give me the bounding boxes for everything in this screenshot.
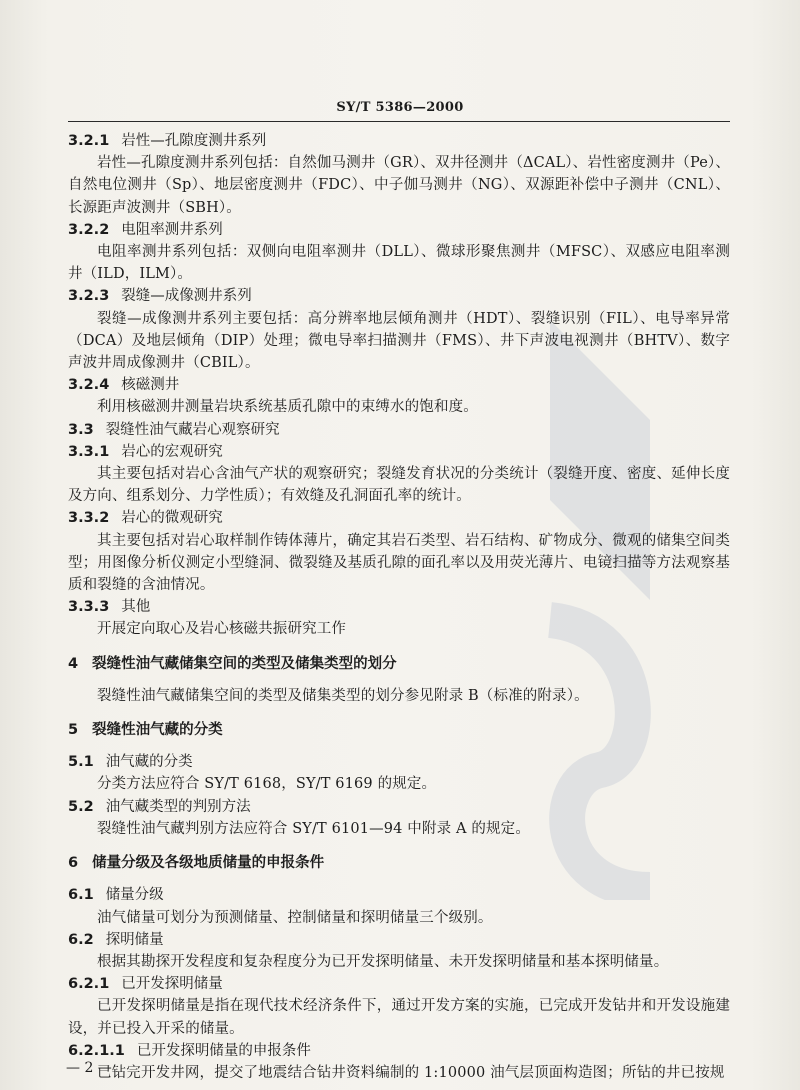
subsection-heading (68, 596, 730, 618)
paragraph: 根据其勘探开发程度和复杂程度分为已开发探明储量、未开发探明储量和基本探明储量。 (97, 953, 669, 970)
standard-number: SY/T 5386—2000 (336, 100, 464, 115)
page-number: — 2 — (66, 1060, 112, 1076)
heading-title: 储量分级 (105, 887, 164, 904)
heading-title: 其他 (121, 599, 151, 616)
subsection-heading (68, 973, 730, 995)
heading-number: 4 (68, 655, 79, 672)
paragraph: 其主要包括对岩心含油气产状的观察研究；裂缝发育状况的分类统计（裂缝开度、密度、延伸长度及方向、组系划分、力学性质）；有效缝及孔洞面孔率的统计。 (68, 466, 730, 505)
subsection-heading (68, 929, 730, 951)
subsection-heading (68, 796, 730, 818)
subsection-heading (68, 884, 730, 906)
header-rule (68, 121, 730, 122)
heading-title: 核磁测井 (121, 377, 180, 394)
paragraph: 分类方法应符合 SY/T 6168，SY/T 6169 的规定。 (97, 776, 437, 793)
paragraph: 已钻完开发井网，提交了地震结合钻井资料编制的 1:10000 油气层顶面构造图；所钻的井已按规 (97, 1064, 725, 1081)
section-heading (68, 653, 730, 675)
paragraph: 利用核磁测井测量岩块系统基质孔隙中的束缚水的饱和度。 (97, 399, 478, 416)
heading-title: 储量分级及各级地质储量的申报条件 (92, 855, 325, 872)
heading-title: 已开发探明储量 (121, 976, 223, 993)
paragraph: 已开发探明储量是指在现代技术经济条件下，通过开发方案的实施，已完成开发钻井和开发设施建设，并已投入开采的储量。 (68, 998, 730, 1037)
heading-title: 油气藏的分类 (105, 754, 193, 771)
heading-number: 3.3.2 (68, 510, 110, 527)
subsection-heading (68, 419, 730, 441)
heading-number: 5.2 (68, 798, 94, 815)
paragraph: 裂缝性油气藏判别方法应符合 SY/T 6101—94 中附录 A 的规定。 (97, 820, 530, 837)
heading-title: 裂缝性油气藏储集空间的类型及储集类型的划分 (92, 655, 397, 672)
subsection-heading (68, 1040, 730, 1062)
paragraph: 岩性—孔隙度测井系列包括：自然伽马测井（GR）、双井径测井（ΔCAL）、岩性密度测井（Pe）、自然电位测井（Sp）、地层密度测井（FDC）、中子伽马测井（NG）、双源距补偿中子测井（CNL）、长源距声波测井（SBH）。 (68, 155, 730, 216)
heading-number: 3.3.3 (68, 599, 110, 616)
subsection-heading (68, 374, 730, 396)
heading-title: 电阻率测井系列 (121, 221, 223, 238)
paragraph: 油气储量可划分为预测储量、控制储量和探明储量三个级别。 (97, 909, 493, 926)
heading-title: 岩性—孔隙度测井系列 (121, 133, 267, 149)
document-body (68, 130, 730, 1084)
heading-title: 油气藏类型的判别方法 (105, 798, 251, 815)
paragraph: 开展定向取心及岩心核磁共振研究工作 (97, 621, 347, 638)
heading-number: 3.2.1 (68, 133, 110, 149)
heading-title: 岩心的微观研究 (121, 510, 223, 527)
heading-number: 5.1 (68, 754, 94, 771)
heading-number: 3.3 (68, 421, 94, 438)
subsection-heading (68, 219, 730, 241)
paragraph: 电阻率测井系列包括：双侧向电阻率测井（DLL）、微球形聚焦测井（MFSC）、双感应电阻率测井（ILD，ILM）。 (68, 244, 730, 283)
heading-title: 岩心的宏观研究 (121, 443, 223, 460)
subsection-heading (68, 285, 730, 307)
subsection-heading (68, 130, 730, 152)
heading-number: 3.2.4 (68, 377, 110, 394)
paragraph: 其主要包括对岩心取样制作铸体薄片，确定其岩石类型、岩石结构、矿物成分、微观的储集空间类型；用图像分析仪测定小型缝洞、微裂缝及基质孔隙的面孔率以及用荧光薄片、电镜扫描等方法观察基质和裂缝的含油情况。 (68, 532, 730, 594)
heading-number: 6 (68, 855, 79, 872)
subsection-heading (68, 751, 730, 773)
heading-title: 裂缝性油气藏的分类 (92, 722, 223, 739)
heading-title: 已开发探明储量的申报条件 (136, 1042, 311, 1059)
heading-number: 6.2.1 (68, 976, 110, 993)
heading-title: 探明储量 (105, 931, 164, 948)
heading-number: 3.2.3 (68, 288, 110, 305)
heading-number: 3.2.2 (68, 221, 110, 238)
subsection-heading (68, 507, 730, 529)
heading-title: 裂缝—成像测井系列 (121, 288, 252, 305)
heading-title: 裂缝性油气藏岩心观察研究 (105, 421, 280, 438)
heading-number: 6.2.1.1 (68, 1042, 125, 1059)
subsection-heading (68, 441, 730, 463)
heading-number: 6.1 (68, 887, 94, 904)
paragraph: 裂缝—成像测井系列主要包括：高分辨率地层倾角测井（HDT）、裂缝识别（FIL）、电导率异常（DCA）及地层倾角（DIP）处理；微电导率扫描测井（FMS）、井下声波电视测井（BHTV）、数字声波井周成像测井（CBIL）。 (68, 310, 730, 372)
heading-number: 3.3.1 (68, 443, 110, 460)
paragraph: 裂缝性油气藏储集空间的类型及储集类型的划分参见附录 B（标准的附录）。 (97, 687, 589, 704)
section-heading (68, 719, 730, 741)
heading-number: 6.2 (68, 931, 94, 948)
section-heading (68, 852, 730, 874)
heading-number: 5 (68, 722, 79, 739)
